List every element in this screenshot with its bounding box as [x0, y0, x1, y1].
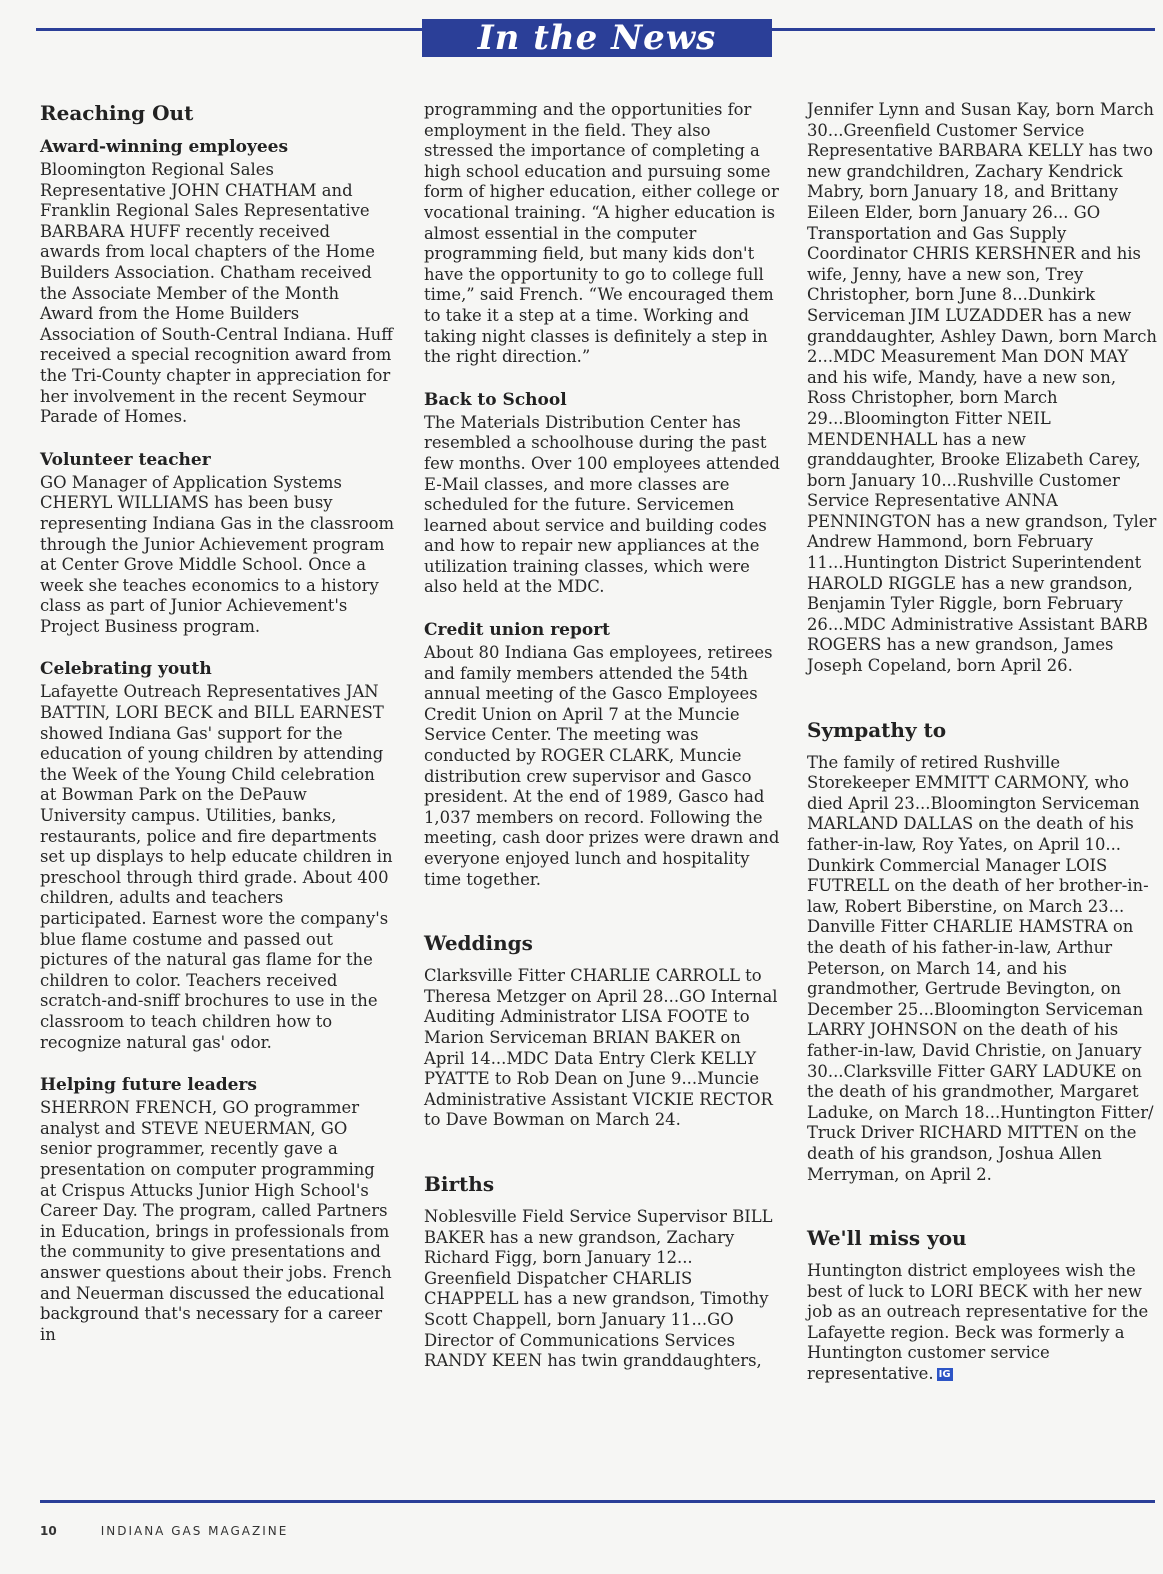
weddings-section	[424, 930, 784, 1131]
article-credit-union	[424, 619, 784, 890]
miss-you-heading: We'll miss you	[807, 1226, 967, 1251]
magazine-name: INDIANA GAS MAGAZINE	[100, 1524, 289, 1538]
sympathy-body: The family of retired Rushville Storekeeper EMMITT CARMONY, who died April 23...Bloomington Serviceman MARLAND DALLAS on the death of his father-in-law, Roy Yates, on April 10... Dunkirk Commercial Manager LOIS FUTRELL on the death of her brother-in-law, Robert Biberstine, on March 23... Danville Fitter CHARLIE HAMSTRA on the death of his father-in-law, Arthur Peterson, on March 14, and his grandmother, Gertrude Bevington, on December 25...Bloomington Serviceman LARRY JOHNSON on the death of his father-in-law, David Christie, on January 30...Clarksville Fitter GARY LADUKE on the death of his grandmother, Margaret Laduke, on March 18...Huntington Fitter/ Truck Driver RICHARD MITTEN on the death of his grandson, Joshua Allen Merryman, on April 2.	[807, 752, 1154, 1184]
article-body: programming and the opportunities for employment in the field. They also stressed the importance of completing a high school education and pursuing some form of higher education, either college or vocational training. “A higher education is almost essential in the computer programming field, but many kids don't have the opportunity to go to college full time,” said French. “We encouraged them to take it a step at a time. Working and taking night classes is definitely a step in the right direction.”	[424, 100, 779, 367]
article-volunteer-teacher	[40, 449, 395, 638]
column-3	[807, 100, 1157, 1406]
end-mark-icon: IG	[937, 1368, 953, 1381]
article-body: GO Manager of Application Systems CHERYL WILLIAMS has been busy representing Indiana Gas in the classroom through the Junior Achievement program at Center Grove Middle School. Once a week she teaches economics to a history class as part of Junior Achievement's Project Business program.	[40, 472, 395, 636]
sympathy-section	[807, 717, 1157, 1185]
article-back-to-school	[424, 389, 784, 598]
page-footer	[40, 1524, 288, 1538]
section-banner	[422, 19, 772, 57]
article-helping-future-leaders	[40, 1074, 395, 1345]
births-continued-body: Jennifer Lynn and Susan Kay, born March 30...Greenfield Customer Service Representative BARBARA KELLY has two new grandchildren, Zachary Kendrick Mabry, born January 18, and Brittany Eileen Elder, born January 26... GO Transportation and Gas Supply Coordinator CHRIS KERSHNER and his wife, Jenny, have a new son, Trey Christopher, born June 8...Dunkirk Serviceman JIM LUZADDER has a new granddaughter, Ashley Dawn, born March 2...MDC Measurement Man DON MAY and his wife, Mandy, have a new son, Ross Christopher, born March 29...Bloomington Fitter NEIL MENDENHALL has a new granddaughter, Brooke Elizabeth Carey, born January 10...Rushville Customer Service Representative ANNA PENNINGTON has a new grandson, Tyler Andrew Hammond, born February 11...Huntington District Superintendent HAROLD RIGGLE has a new grandson, Benjamin Tyler Riggle, born February 26...MDC Administrative Assistant BARB ROGERS has a new grandson, James Joseph Copeland, born April 26.	[807, 100, 1157, 676]
article-body: SHERRON FRENCH, GO programmer analyst and STEVE NEUERMAN, GO senior programmer, recently gave a presentation on computer programming at Crispus Attucks Junior High School's Career Day. The program, called Partners in Education, brings in professionals from the community to give presentations and answer questions about their jobs. French and Neuerman discussed the educational background that's necessary for a career in	[40, 1098, 392, 1344]
article-title: Back to School	[424, 389, 567, 410]
article-title: Award-winning employees	[40, 137, 289, 157]
reaching-out-heading: Reaching Out	[40, 101, 194, 125]
article-continuation	[424, 100, 784, 368]
article-celebrating-youth	[40, 658, 395, 1053]
weddings-heading: Weddings	[424, 931, 533, 956]
sympathy-heading: Sympathy to	[807, 717, 947, 742]
article-title: Credit union report	[424, 620, 611, 641]
article-title: Celebrating youth	[40, 659, 212, 680]
article-title: Helping future leaders	[40, 1075, 257, 1096]
births-body: Noblesville Field Service Supervisor BILL BAKER has a new grandson, Zachary Richard Figg, born January 12... Greenfield Dispatcher CHARLIS CHAPPELL has a new grandson, Timothy Scott Chappell, born January 11...GO Director of Communications Services RANDY KEEN has twin granddaughters,	[424, 1206, 773, 1371]
births-heading: Births	[424, 1171, 495, 1196]
article-body: The Materials Distribution Center has resembled a schoolhouse during the past few months. Over 100 employees attended E-Mail classes, and more classes are scheduled for the future. Servicemen learned about service and building codes and how to repair new appliances at the utilization training classes, which were also held at the MDC.	[424, 412, 780, 597]
weddings-body: Clarksville Fitter CHARLIE CARROLL to Theresa Metzger on April 28...GO Internal Auditing Administrator LISA FOOTE to Marion Serviceman BRIAN BAKER on April 14...MDC Data Entry Clerk KELLY PYATTE to Rob Dean on June 9...Muncie Administrative Assistant VICKIE RECTOR to Dave Bowman on March 24.	[424, 966, 778, 1130]
article-body: About 80 Indiana Gas employees, retirees and family members attended the 54th annual meeting of the Gasco Employees Credit Union on April 7 at the Muncie Service Center. The meeting was conducted by ROGER CLARK, Muncie distribution crew supervisor and Gasco president. At the end of 1989, Gasco had 1,037 members on record. Following the meeting, cash door prizes were drawn and everyone enjoyed lunch and hospitality time together.	[424, 643, 780, 889]
article-award-winning	[40, 136, 395, 428]
miss-you-body-wrap	[807, 1261, 1157, 1385]
bottom-rule	[40, 1500, 1155, 1503]
page-number: 10	[40, 1524, 57, 1538]
miss-you-section	[807, 1225, 1157, 1385]
article-body: Bloomington Regional Sales Representative JOHN CHATHAM and Franklin Regional Sales Representative BARBARA HUFF recently received awards from local chapters of the Home Builders Association. Chatham received the Associate Member of the Month Award from the Home Builders Association of South-Central Indiana. Huff received a special recognition award from the Tri-County chapter in appreciation for her involvement in the recent Seymour Parade of Homes.	[40, 160, 393, 427]
miss-you-body: Huntington district employees wish the best of luck to LORI BECK with her new job as an outreach representative for the Lafayette region. Beck was formerly a Huntington customer service representative.	[807, 1261, 1149, 1384]
article-body: Lafayette Outreach Representatives JAN BATTIN, LORI BECK and BILL EARNEST showed Indiana Gas' support for the education of young children by attending the Week of the Young Child celebration at Bowman Park on the DePauw University campus. Utilities, banks, restaurants, police and fire departments set up displays to help educate children in preschool through third grade. About 400 children, adults and teachers participated. Earnest wore the company's blue flame costume and passed out pictures of the natural gas flame for the children to color. Teachers received scratch-and-sniff brochures to use in the classroom to teach children how to recognize natural gas' odor.	[40, 682, 393, 1052]
banner-title: In the News	[477, 18, 717, 58]
births-section	[424, 1171, 784, 1372]
column-1	[40, 100, 395, 1366]
article-title: Volunteer teacher	[40, 449, 211, 470]
births-continued	[807, 100, 1157, 677]
column-2	[424, 100, 784, 1393]
